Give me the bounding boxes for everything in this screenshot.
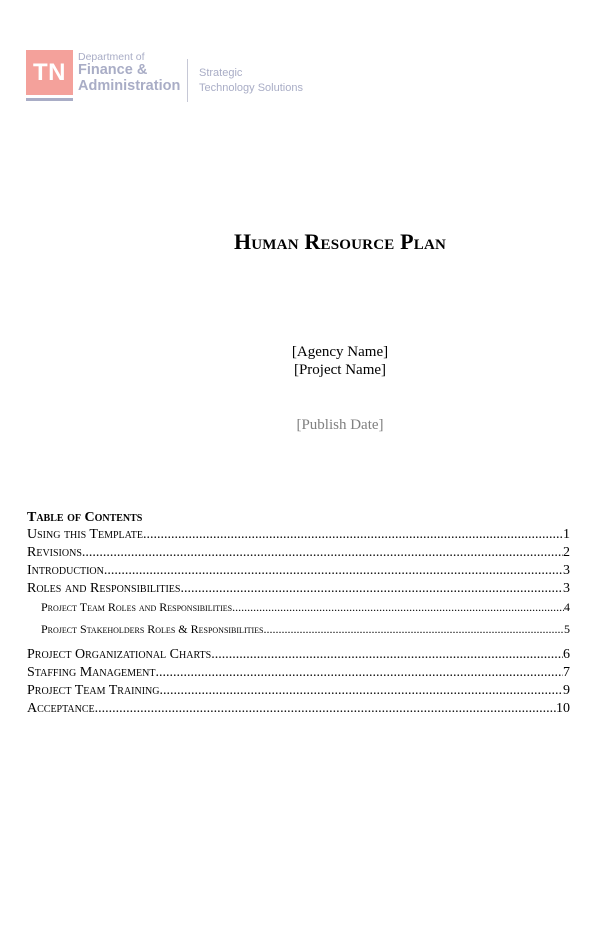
toc-entry-page: 2: [563, 545, 570, 560]
toc-entry-page: 5: [564, 622, 570, 636]
toc-entry-title: Project Team Roles and Responsibilities: [41, 600, 233, 614]
toc-entry-project-team-training[interactable]: [27, 682, 570, 700]
toc-entry-title: Acceptance: [27, 701, 95, 716]
division-name: [199, 66, 303, 96]
toc-entry-roles-and-responsibilities[interactable]: [27, 580, 570, 598]
toc-leader: [180, 580, 563, 598]
department-name: [78, 51, 180, 94]
toc-leader: [104, 562, 563, 580]
toc-leader: [264, 620, 565, 638]
toc-leader: [232, 598, 564, 616]
document-title: Human Resource Plan: [233, 229, 447, 254]
toc-entry-project-team-roles[interactable]: [27, 598, 570, 620]
tn-badge: TN: [26, 50, 73, 95]
toc-entry-title: Introduction: [27, 563, 104, 578]
toc-entry-using-this-template[interactable]: [27, 526, 570, 544]
toc-leader: [82, 544, 563, 562]
toc-entry-project-organizational-charts[interactable]: [27, 646, 570, 664]
toc-entry-title: Revisions: [27, 545, 82, 560]
toc-entry-page: 9: [563, 683, 570, 698]
toc-leader: [143, 526, 563, 544]
toc-entry-title: Project Team Training: [27, 683, 160, 698]
toc-entry-revisions[interactable]: [27, 544, 570, 562]
toc-entry-page: 3: [563, 581, 570, 596]
toc-entry-title: Project Stakeholders Roles & Responsibilities: [41, 622, 264, 636]
toc-list: [27, 526, 570, 718]
toc-entry-page: 4: [564, 600, 570, 614]
toc-entry-title: Project Organizational Charts: [27, 647, 212, 662]
toc-leader: [211, 646, 563, 664]
toc-entry-project-stakeholders-roles[interactable]: [27, 620, 570, 646]
toc-heading: Table of Contents: [27, 510, 143, 525]
agency-name: [Agency Name]: [291, 344, 389, 360]
department-line-3: Administration: [78, 77, 181, 94]
toc-entry-acceptance[interactable]: [27, 700, 570, 718]
toc-entry-staffing-management[interactable]: [27, 664, 570, 682]
toc-entry-page: 10: [556, 701, 570, 716]
publish-date: [Publish Date]: [296, 417, 384, 433]
department-line-2: Finance &: [78, 62, 148, 78]
toc-entry-page: 7: [563, 665, 570, 680]
logo-divider: [187, 59, 188, 102]
division-line-1: Strategic: [199, 67, 243, 79]
toc-entry-page: 1: [563, 527, 570, 542]
badge-underline: [26, 98, 73, 101]
toc-entry-page: 3: [563, 563, 570, 578]
toc-entry-introduction[interactable]: [27, 562, 570, 580]
toc-entry-page: 6: [563, 647, 570, 662]
project-name: [Project Name]: [293, 362, 387, 378]
toc-leader: [156, 664, 564, 682]
table-of-contents: [27, 508, 570, 718]
toc-leader: [95, 700, 556, 718]
toc-entry-title: Roles and Responsibilities: [27, 581, 181, 596]
division-line-2: Technology Solutions: [199, 82, 303, 94]
toc-leader: [160, 682, 564, 700]
department-line-1: Department of: [78, 51, 145, 63]
toc-entry-title: Staffing Management: [27, 665, 156, 680]
toc-entry-title: Using this Template: [27, 527, 143, 542]
